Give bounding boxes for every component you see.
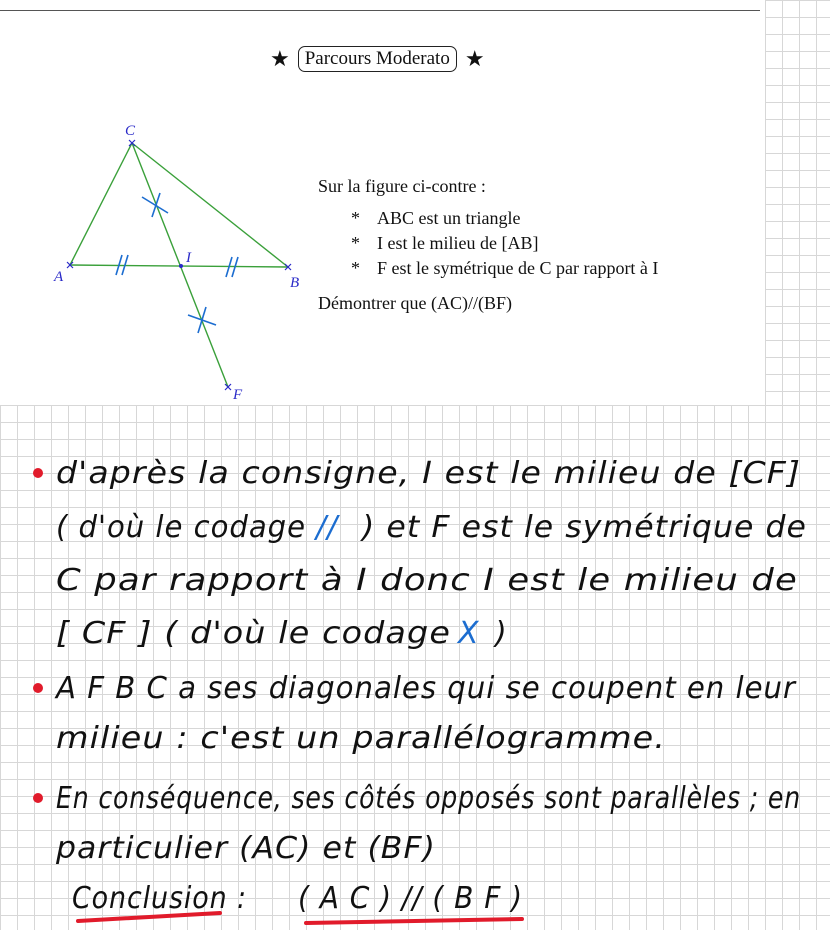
conclusion-label: Conclusion : xyxy=(72,881,247,916)
statement-intro: Sur la figure ci-contre : xyxy=(318,176,486,196)
point-label-f: F xyxy=(233,387,243,403)
solution-line: C par rapport à I donc I est le milieu de xyxy=(56,563,798,598)
solution-line: particulier (AC) et (BF) xyxy=(54,831,436,866)
segment-ca xyxy=(70,143,132,265)
solution-line: [ CF ] ( d'où le codage xyxy=(56,616,452,651)
codage-double-stroke: // xyxy=(316,510,339,545)
codage-if xyxy=(188,307,216,333)
hypothesis-list xyxy=(318,208,758,279)
hypothesis-item xyxy=(351,258,758,279)
star-icon-left: ★ xyxy=(270,46,290,72)
problem-statement xyxy=(318,176,758,314)
point-label-a: A xyxy=(54,269,64,285)
conclusion-value-underline xyxy=(306,919,522,923)
hypothesis-text: I est le milieu de [AB] xyxy=(377,233,539,253)
asterisk-icon: * xyxy=(351,208,360,228)
point-label-c: C xyxy=(125,123,136,139)
handwritten-solution xyxy=(0,405,830,930)
hypothesis-text: F est le symétrique de C par rapport à I xyxy=(377,258,659,278)
graph-paper-margin xyxy=(765,0,830,405)
red-bullet-2 xyxy=(33,683,43,693)
point-label-i: I xyxy=(186,250,191,266)
solution-line: ( d'où le codage xyxy=(56,510,306,545)
codage-cross: X xyxy=(458,616,480,651)
point-label-b: B xyxy=(290,275,300,291)
top-rule xyxy=(0,10,760,11)
solution-line: milieu : c'est un parallélogramme. xyxy=(56,721,666,756)
hypothesis-item xyxy=(351,208,758,229)
point-i-dot xyxy=(179,264,183,268)
star-icon-right: ★ xyxy=(464,46,485,72)
solution-line: En conséquence, ses côtés opposés sont parallèles ; en xyxy=(56,781,801,816)
geometry-figure xyxy=(40,115,300,405)
hypothesis-text: ABC est un triangle xyxy=(377,208,521,228)
exercise-card xyxy=(0,0,765,405)
red-bullet-3 xyxy=(33,793,43,803)
conclusion-value: ( A C ) // ( B F ) xyxy=(298,881,523,916)
solution-line: d'après la consigne, I est le milieu de [CF] xyxy=(56,456,802,491)
asterisk-icon: * xyxy=(351,233,360,253)
solution-line: A F B C a ses diagonales qui se coupent en leur xyxy=(54,671,797,706)
codage-ci xyxy=(142,193,168,217)
solution-line: ) et F est le symétrique de xyxy=(359,510,807,545)
asterisk-icon: * xyxy=(351,258,360,278)
hypothesis-item xyxy=(351,233,758,254)
exercise-title: Parcours Moderato xyxy=(298,46,457,72)
solution-line: ) xyxy=(495,616,508,651)
title-row xyxy=(270,44,485,74)
red-bullet-1 xyxy=(33,468,43,478)
statement-task: Démontrer que (AC)//(BF) xyxy=(318,293,512,313)
